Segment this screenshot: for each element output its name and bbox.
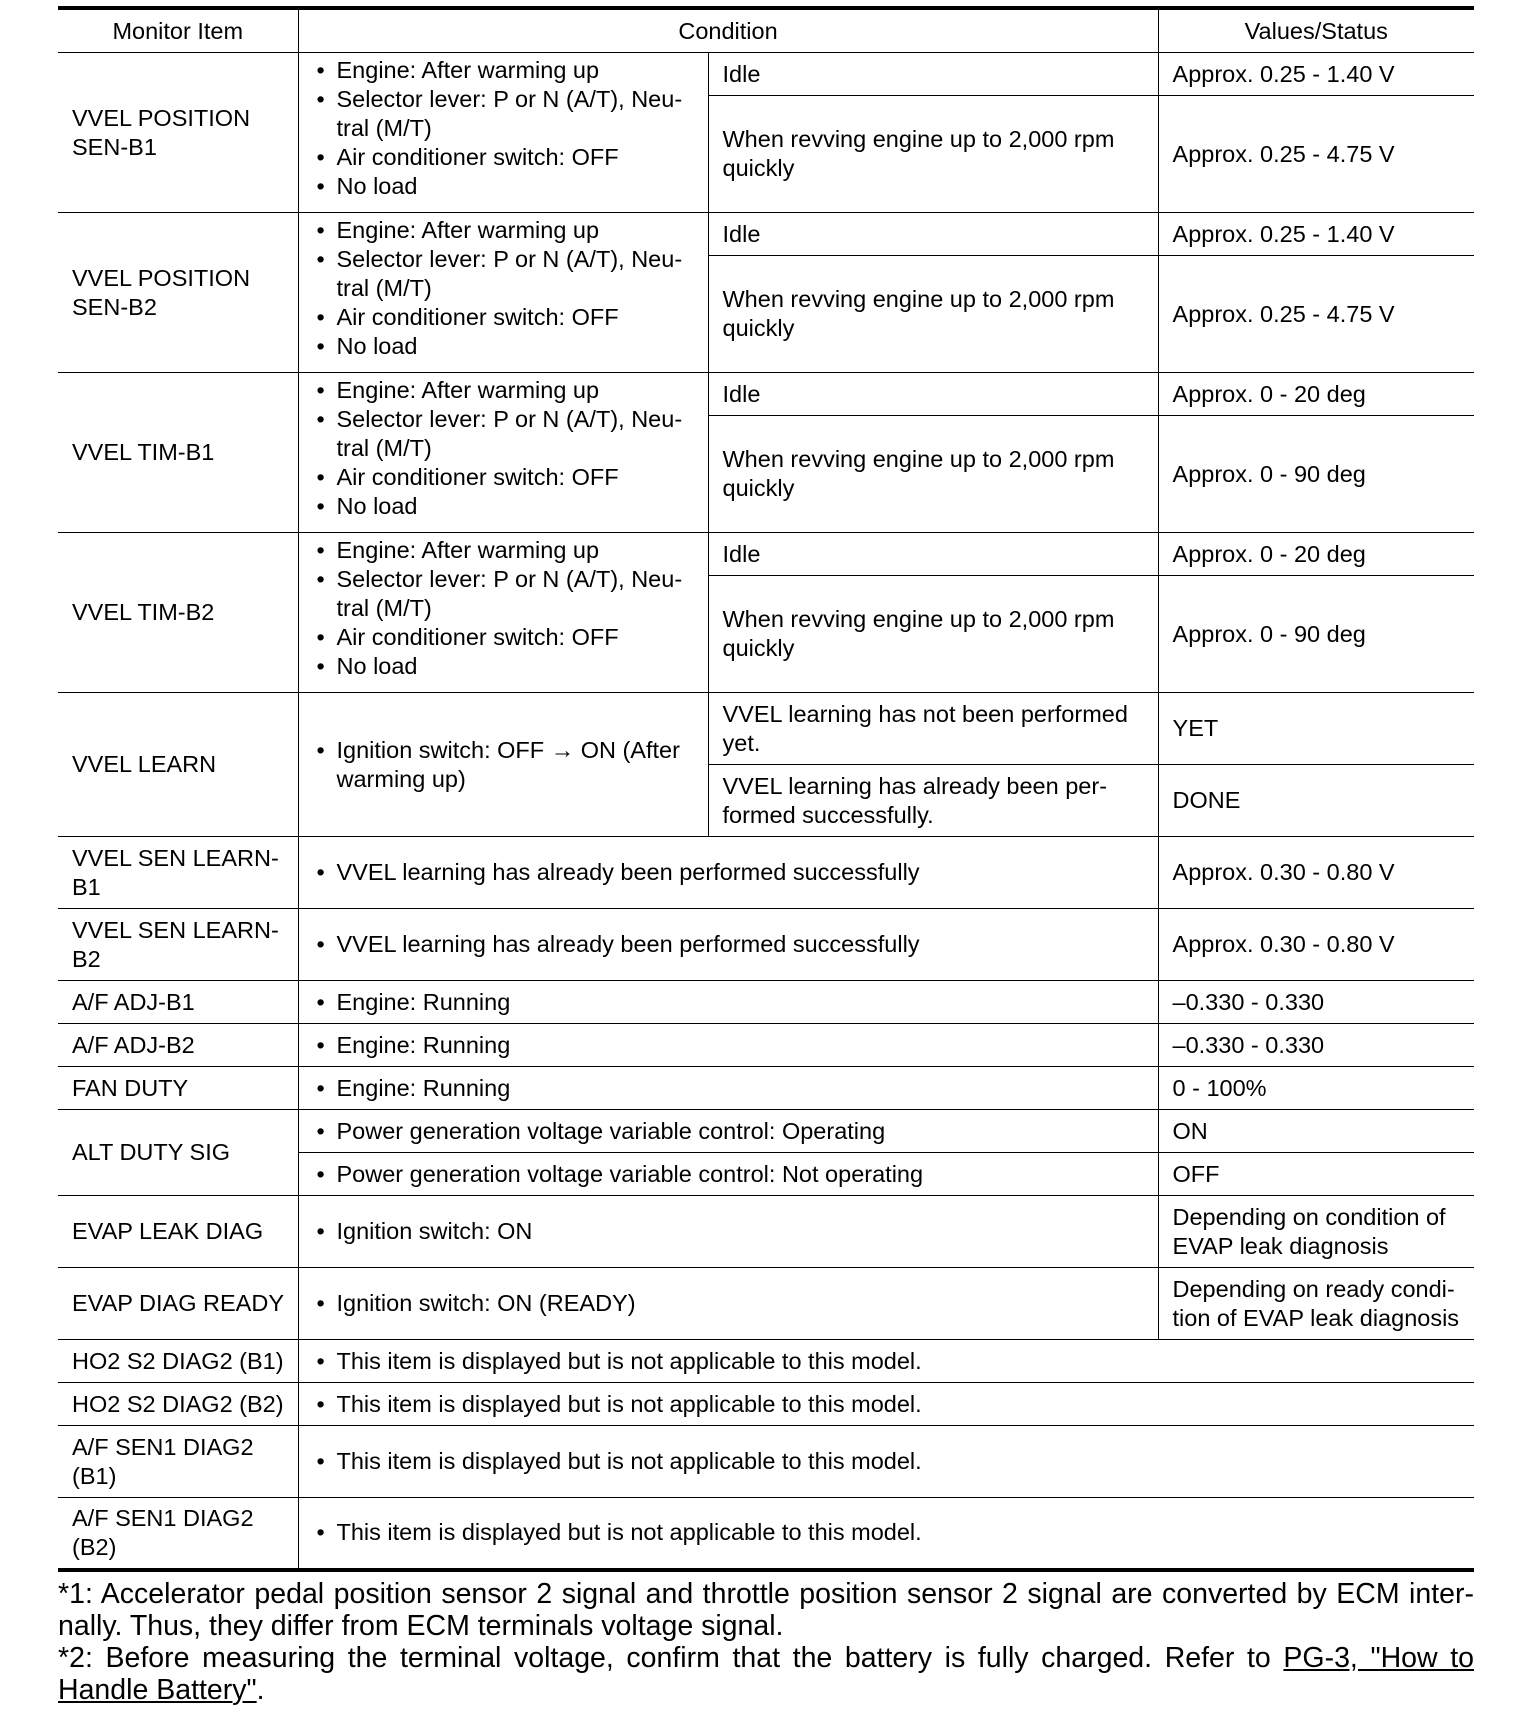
- condition-cell: [298, 981, 1158, 1024]
- condition-list: [313, 858, 1146, 887]
- table-header-row: [58, 8, 1474, 53]
- condition-cell: [298, 1383, 1474, 1426]
- value-cell: Approx. 0.30 - 0.80 V: [1158, 837, 1474, 909]
- condition-list: [313, 736, 696, 794]
- condition-cell: [298, 1024, 1158, 1067]
- condition-bullet: • No load: [313, 332, 696, 361]
- monitor-item-cell: A/F SEN1 DIAG2 (B2): [58, 1498, 298, 1570]
- condition-cell: [298, 693, 708, 837]
- condition-list: [313, 1160, 1146, 1189]
- condition-list: [313, 1447, 1463, 1476]
- condition-list: [313, 1289, 1146, 1318]
- condition-cell: [298, 53, 708, 213]
- table-row: [58, 837, 1474, 909]
- table-row: [58, 909, 1474, 981]
- condition-bullet: • Engine: After warming up: [313, 216, 696, 245]
- condition-cell: [298, 1340, 1474, 1383]
- battery-handling-link[interactable]: PG-3, "How to Handle Battery": [58, 1641, 1474, 1706]
- condition-bullet: • Selector lever: P or N (A/T), Neu-tral (M/T): [313, 405, 696, 463]
- sub-condition-cell: Idle: [708, 373, 1158, 416]
- condition-cell: [298, 909, 1158, 981]
- monitor-item-cell: FAN DUTY: [58, 1067, 298, 1110]
- condition-bullet: • This item is displayed but is not applicable to this model.: [313, 1447, 1463, 1476]
- condition-list: [313, 988, 1146, 1017]
- condition-cell: [298, 1153, 1158, 1196]
- condition-cell: [298, 837, 1158, 909]
- table-row: [58, 1383, 1474, 1426]
- condition-bullet: • Engine: After warming up: [313, 56, 696, 85]
- value-cell: Approx. 0.25 - 1.40 V: [1158, 213, 1474, 256]
- table-row: [58, 1110, 1474, 1153]
- table-row: [58, 1024, 1474, 1067]
- table-row: [58, 693, 1474, 765]
- monitor-item-cell: VVEL TIM-B1: [58, 373, 298, 533]
- sub-condition-cell: When revving engine up to 2,000 rpm quickly: [708, 416, 1158, 533]
- condition-bullet: • Engine: Running: [313, 1031, 1146, 1060]
- condition-bullet: • Engine: Running: [313, 1074, 1146, 1103]
- footnotes: [58, 1578, 1474, 1706]
- monitor-item-cell: EVAP LEAK DIAG: [58, 1196, 298, 1268]
- value-cell: Approx. 0 - 20 deg: [1158, 533, 1474, 576]
- value-cell: –0.330 - 0.330: [1158, 1024, 1474, 1067]
- monitor-item-cell: ALT DUTY SIG: [58, 1110, 298, 1196]
- value-cell: –0.330 - 0.330: [1158, 981, 1474, 1024]
- value-cell: DONE: [1158, 765, 1474, 837]
- condition-bullet: • This item is displayed but is not applicable to this model.: [313, 1347, 1463, 1376]
- condition-list: [313, 1117, 1146, 1146]
- condition-list: [313, 1518, 1463, 1547]
- monitor-item-cell: A/F ADJ-B1: [58, 981, 298, 1024]
- condition-bullet: • Ignition switch: ON: [313, 1217, 1146, 1246]
- condition-list: [313, 1347, 1463, 1376]
- sub-condition-cell: Idle: [708, 213, 1158, 256]
- value-cell: Depending on ready condi-tion of EVAP leak diagnosis: [1158, 1268, 1474, 1340]
- header-monitor-item: Monitor Item: [58, 8, 298, 53]
- table-row: [58, 53, 1474, 96]
- condition-cell: [298, 373, 708, 533]
- condition-cell: [298, 1067, 1158, 1110]
- monitor-table: [58, 6, 1474, 1572]
- condition-list: [313, 930, 1146, 959]
- condition-list: [313, 216, 696, 361]
- monitor-item-cell: HO2 S2 DIAG2 (B1): [58, 1340, 298, 1383]
- footnote-1: *1: Accelerator pedal position sensor 2 signal and throttle position sensor 2 signal are converted by ECM inter-nally. Thus, they differ from ECM terminals voltage signal.: [58, 1577, 1474, 1642]
- header-condition: Condition: [298, 8, 1158, 53]
- condition-bullet: • This item is displayed but is not applicable to this model.: [313, 1390, 1463, 1419]
- footnote-2-text: *2: Before measuring the terminal voltage, confirm that the battery is fully charged. Refer to: [58, 1641, 1284, 1674]
- sub-condition-cell: VVEL learning has already been per-formed successfully.: [708, 765, 1158, 837]
- condition-bullet: • Selector lever: P or N (A/T), Neu-tral (M/T): [313, 245, 696, 303]
- value-cell: ON: [1158, 1110, 1474, 1153]
- condition-bullet: • VVEL learning has already been performed successfully: [313, 930, 1146, 959]
- condition-bullet: • Ignition switch: OFF → ON (After warming up): [313, 736, 696, 794]
- value-cell: Approx. 0 - 20 deg: [1158, 373, 1474, 416]
- condition-bullet: • Engine: After warming up: [313, 536, 696, 565]
- value-cell: Approx. 0.25 - 1.40 V: [1158, 53, 1474, 96]
- sub-condition-cell: When revving engine up to 2,000 rpm quickly: [708, 96, 1158, 213]
- monitor-item-cell: VVEL POSITION SEN-B1: [58, 53, 298, 213]
- table-row: [58, 1067, 1474, 1110]
- condition-bullet: • Air conditioner switch: OFF: [313, 143, 696, 172]
- sub-condition-cell: VVEL learning has not been performed yet.: [708, 693, 1158, 765]
- value-cell: YET: [1158, 693, 1474, 765]
- condition-list: [313, 1074, 1146, 1103]
- footnote-2-end: .: [256, 1673, 265, 1706]
- condition-cell: [298, 1426, 1474, 1498]
- monitor-item-cell: A/F ADJ-B2: [58, 1024, 298, 1067]
- condition-bullet: • No load: [313, 492, 696, 521]
- monitor-item-cell: VVEL POSITION SEN-B2: [58, 213, 298, 373]
- condition-list: [313, 56, 696, 201]
- condition-list: [313, 536, 696, 681]
- value-cell: Depending on condition of EVAP leak diagnosis: [1158, 1196, 1474, 1268]
- condition-cell: [298, 1110, 1158, 1153]
- condition-bullet: • Power generation voltage variable control: Not operating: [313, 1160, 1146, 1189]
- condition-list: [313, 1390, 1463, 1419]
- value-cell: Approx. 0 - 90 deg: [1158, 576, 1474, 693]
- condition-bullet: • No load: [313, 172, 696, 201]
- table-row: [58, 213, 1474, 256]
- condition-bullet: • This item is displayed but is not applicable to this model.: [313, 1518, 1463, 1547]
- monitor-item-cell: VVEL LEARN: [58, 693, 298, 837]
- table-row: [58, 981, 1474, 1024]
- value-cell: Approx. 0.25 - 4.75 V: [1158, 96, 1474, 213]
- condition-bullet: • Air conditioner switch: OFF: [313, 623, 696, 652]
- table-row: [58, 373, 1474, 416]
- table-row: [58, 1498, 1474, 1570]
- monitor-item-cell: VVEL SEN LEARN-B1: [58, 837, 298, 909]
- sub-condition-cell: Idle: [708, 53, 1158, 96]
- value-cell: Approx. 0.30 - 0.80 V: [1158, 909, 1474, 981]
- condition-bullet: • Power generation voltage variable control: Operating: [313, 1117, 1146, 1146]
- table-row: [58, 1426, 1474, 1498]
- value-cell: Approx. 0 - 90 deg: [1158, 416, 1474, 533]
- condition-bullet: • Selector lever: P or N (A/T), Neu-tral (M/T): [313, 85, 696, 143]
- condition-bullet: • No load: [313, 652, 696, 681]
- table-row: [58, 1340, 1474, 1383]
- condition-bullet: • Ignition switch: ON (READY): [313, 1289, 1146, 1318]
- document: [58, 6, 1474, 1706]
- sub-condition-cell: When revving engine up to 2,000 rpm quickly: [708, 256, 1158, 373]
- condition-list: [313, 1217, 1146, 1246]
- table-row: [58, 533, 1474, 576]
- condition-cell: [298, 533, 708, 693]
- condition-bullet: • Selector lever: P or N (A/T), Neu-tral (M/T): [313, 565, 696, 623]
- condition-cell: [298, 1498, 1474, 1570]
- condition-list: [313, 1031, 1146, 1060]
- sub-condition-cell: Idle: [708, 533, 1158, 576]
- condition-bullet: • Air conditioner switch: OFF: [313, 303, 696, 332]
- footnote-2: [58, 1642, 1474, 1706]
- sub-condition-cell: When revving engine up to 2,000 rpm quickly: [708, 576, 1158, 693]
- monitor-item-cell: HO2 S2 DIAG2 (B2): [58, 1383, 298, 1426]
- condition-bullet: • Engine: After warming up: [313, 376, 696, 405]
- condition-bullet: • VVEL learning has already been performed successfully: [313, 858, 1146, 887]
- table-row: [58, 1196, 1474, 1268]
- header-values-status: Values/Status: [1158, 8, 1474, 53]
- condition-cell: [298, 213, 708, 373]
- monitor-item-cell: VVEL TIM-B2: [58, 533, 298, 693]
- condition-bullet: • Engine: Running: [313, 988, 1146, 1017]
- condition-bullet: • Air conditioner switch: OFF: [313, 463, 696, 492]
- value-cell: 0 - 100%: [1158, 1067, 1474, 1110]
- monitor-item-cell: A/F SEN1 DIAG2 (B1): [58, 1426, 298, 1498]
- monitor-item-cell: EVAP DIAG READY: [58, 1268, 298, 1340]
- monitor-item-cell: VVEL SEN LEARN-B2: [58, 909, 298, 981]
- table-row: [58, 1268, 1474, 1340]
- value-cell: Approx. 0.25 - 4.75 V: [1158, 256, 1474, 373]
- value-cell: OFF: [1158, 1153, 1474, 1196]
- condition-cell: [298, 1268, 1158, 1340]
- condition-cell: [298, 1196, 1158, 1268]
- condition-list: [313, 376, 696, 521]
